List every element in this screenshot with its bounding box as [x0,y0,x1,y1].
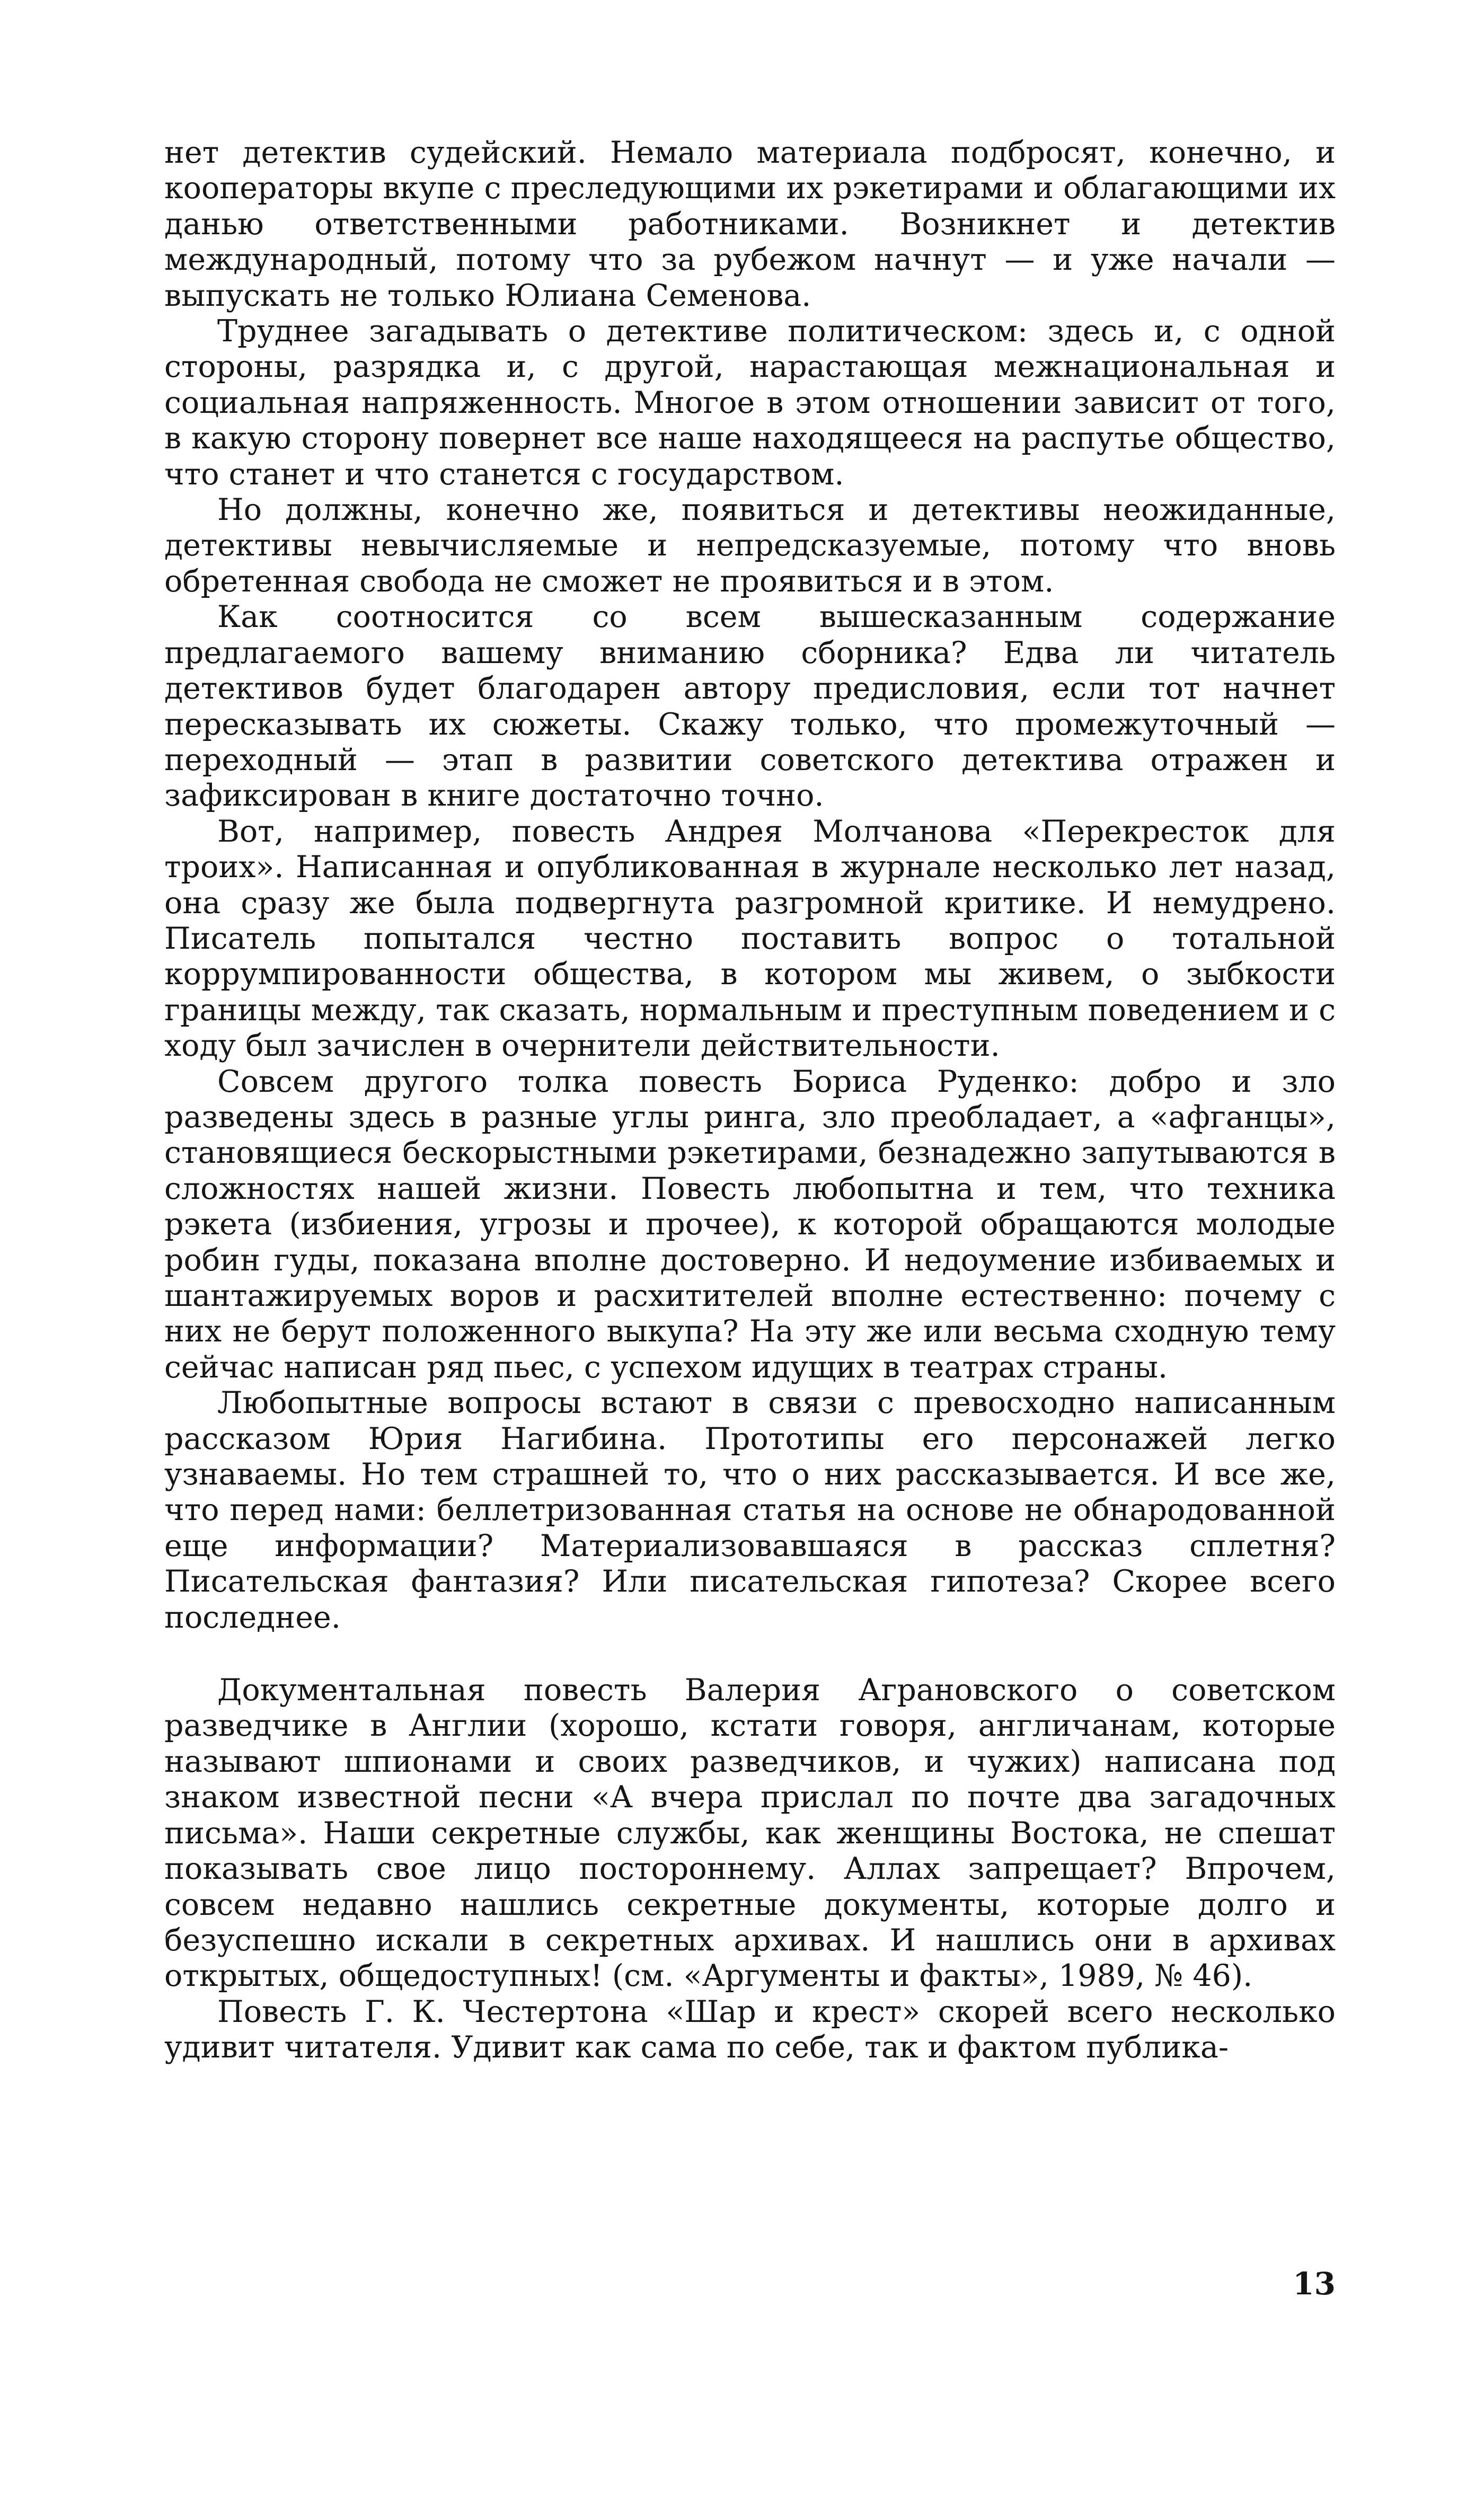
paragraph: Вот, например, повесть Андрея Молчанова «Перекресток для троих». Написанная и опубликованная в журнале несколько лет назад, она сразу же была подвергнута разгромной критике. И немудрено. Писатель попытался честно поставить вопрос о тотальной коррумпированности общества, в котором мы живем, о зыбкости границы между, так сказать, нормальным и преступным поведением и с ходу был зачислен в очернители действительности. [164,814,1336,1064]
paragraph: Но должны, конечно же, появиться и детективы неожиданные, детективы невычисляемые и непредсказуемые, потому что вновь обретенная свобода не сможет не проявиться и в этом. [164,492,1336,599]
page-number: 13 [1293,2266,1336,2302]
section-break [164,1636,1336,1673]
paragraph: Повесть Г. К. Честертона «Шар и крест» скорей всего несколько удивит читателя. Удивит как сама по себе, так и фактом публика- [164,1994,1336,2065]
paragraph: Как соотносится со всем вышесказанным содержание предлагаемого вашему вниманию сборника? Едва ли читатель детективов будет благодарен автору предисловия, если тот начнет пересказывать их сюжеты. Скажу только, что промежуточный — переходный — этап в развитии советского детектива отражен и зафиксирован в книге достаточно точно. [164,599,1336,814]
paragraph: Любопытные вопросы встают в связи с превосходно написанным рассказом Юрия Нагибина. Прототипы его персонажей легко узнаваемы. Но тем страшней то, что о них рассказывается. И все же, что перед нами: беллетризованная статья на основе не обнародованной еще информации? Материализовавшаяся в рассказ сплетня? Писательская фантазия? Или писательская гипотеза? Скорее всего последнее. [164,1385,1336,1635]
paragraph: Совсем другого толка повесть Бориса Руденко: добро и зло разведены здесь в разные углы ринга, зло преобладает, а «афганцы», становящиеся бескорыстными рэкетирами, безнадежно запутываются в сложностях нашей жизни. Повесть любопытна и тем, что техника рэкета (избиения, угрозы и прочее), к которой обращаются молодые робин гуды, показана вполне достоверно. И недоумение избиваемых и шантажируемых воров и расхитителей вполне естественно: почему с них не берут положенного выкупа? На эту же или весьма сходную тему сейчас написан ряд пьес, с успехом идущих в театрах страны. [164,1064,1336,1385]
paragraph: Труднее загадывать о детективе политическом: здесь и, с одной стороны, разрядка и, с другой, нарастающая межнациональная и социальная напряженность. Многое в этом отношении зависит от того, в какую сторону повернет все наше находящееся на распутье общество, что станет и что станется с государством. [164,314,1336,492]
page-body [164,135,1336,2066]
paragraph: нет детектив судейский. Немало материала подбросят, конечно, и кооператоры вкупе с преследующими их рэкетирами и облагающими их данью ответственными работниками. Возникнет и детектив международный, потому что за рубежом начнут — и уже начали — выпускать не только Юлиана Семенова. [164,135,1336,313]
paragraph: Документальная повесть Валерия Аграновского о советском разведчике в Англии (хорошо, кстати говоря, англичанам, которые называют шпионами и своих разведчиков, и чужих) написана под знаком известной песни «А вчера прислал по почте два загадочных письма». Наши секретные службы, как женщины Востока, не спешат показывать свое лицо постороннему. Аллах запрещает? Впрочем, совсем недавно нашлись секретные документы, которые долго и безуспешно искали в секретных архивах. И нашлись они в архивах открытых, общедоступных! (см. «Аргументы и факты», 1989, № 46). [164,1673,1336,1994]
